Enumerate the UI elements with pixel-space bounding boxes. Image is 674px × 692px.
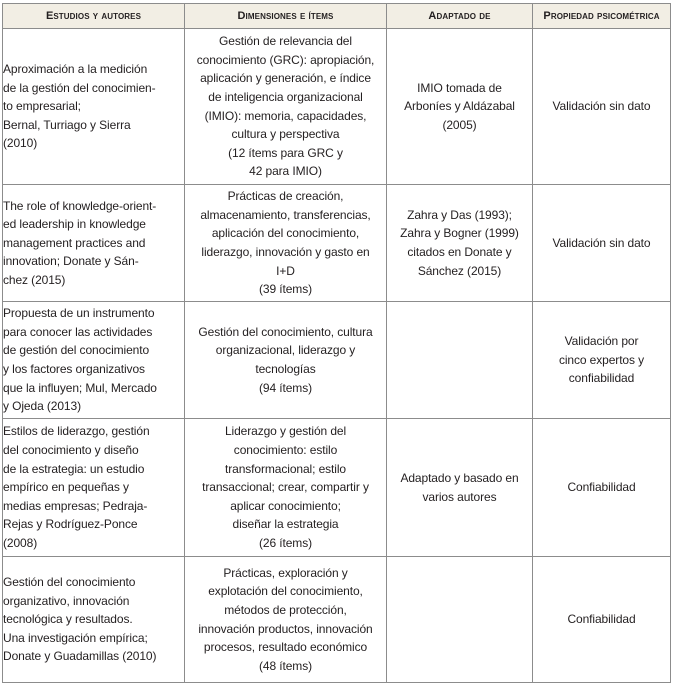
dimensions-line: transaccional; crear, compartir y	[202, 480, 369, 495]
study-line: del conocimiento y diseño	[3, 443, 139, 458]
property-line: confiabilidad	[568, 371, 635, 386]
dimensions-line: (26 ítems)	[258, 535, 312, 550]
dimensions-line: Gestión del conocimiento, cultura	[198, 324, 373, 339]
table-row	[3, 29, 671, 185]
study-line: to empresarial;	[3, 99, 81, 114]
study-cell	[3, 419, 185, 557]
adapted-line: (2005)	[442, 117, 477, 132]
adapted-cell	[387, 419, 533, 557]
dimensions-cell	[185, 29, 387, 185]
property-cell	[533, 29, 671, 185]
property-cell	[533, 557, 671, 683]
study-line: tecnológica y resultados.	[3, 612, 133, 627]
study-line: chez (2015)	[3, 272, 66, 287]
adapted-line: citados en Donate y	[407, 245, 512, 259]
dimensions-line: aplicación del conocimiento,	[211, 226, 360, 241]
dimensions-line: innovación productos, innovación	[198, 621, 373, 636]
study-cell	[3, 557, 185, 683]
dimensions-line: Prácticas, exploración y	[223, 565, 348, 580]
study-line: Rejas y Rodríguez-Ponce	[3, 517, 138, 532]
property-line: cinco expertos y	[558, 352, 645, 367]
table-header	[3, 4, 671, 29]
dimensions-line: almacenamiento, transferencias,	[200, 207, 371, 222]
study-cell	[3, 29, 185, 185]
dimensions-line: transformacional; estilo	[225, 461, 346, 476]
dimensions-line: aplicar conocimiento;	[230, 498, 341, 513]
table-row	[3, 419, 671, 557]
study-line: Bernal, Turriago y Sierra	[3, 117, 131, 132]
dimensions-line: cultura y perspectiva	[231, 127, 340, 142]
dimensions-line: (94 ítems)	[258, 380, 312, 395]
table-body	[3, 29, 671, 683]
header-studies-authors: Estudios y autores	[3, 4, 185, 29]
adapted-cell	[387, 29, 533, 185]
study-line: organizativo, innovación	[3, 593, 130, 608]
table-row	[3, 302, 671, 419]
adapted-cell	[387, 557, 533, 683]
adapted-cell	[387, 302, 533, 419]
study-line: empírico en pequeñas y	[3, 480, 129, 495]
dimensions-cell	[185, 185, 387, 302]
dimensions-line: organizacional, liderazgo y	[215, 343, 356, 358]
dimensions-line: explotación del conocimiento,	[208, 584, 363, 599]
dimensions-line: conocimiento: estilo	[233, 443, 338, 458]
study-line: (2008)	[3, 535, 38, 550]
property-line: Validación por	[564, 334, 639, 349]
adapted-line: varios autores	[422, 489, 497, 504]
dimensions-line: 42 para IMIO)	[249, 164, 322, 179]
adapted-line: Zahra y Bogner (1999)	[400, 226, 519, 241]
header-dimensions-items: Dimensiones e ítems	[185, 4, 387, 29]
property-cell	[533, 302, 671, 419]
table-row	[3, 557, 671, 683]
header-adapted-from: Adaptado de	[387, 4, 533, 29]
property-line: Validación sin dato	[552, 99, 651, 114]
dimensions-cell	[185, 302, 387, 419]
study-line: de la estrategia: un estudio	[3, 461, 145, 476]
property-cell	[533, 419, 671, 557]
study-line: Propuesta de un instrumento	[3, 306, 155, 321]
dimensions-cell	[185, 419, 387, 557]
property-line: Confiabilidad	[567, 480, 636, 495]
dimensions-line: aplicación y generación, e índice	[200, 71, 371, 86]
dimensions-cell	[185, 557, 387, 683]
study-line: de la gestión del conocimien-	[3, 80, 156, 95]
studies-table	[2, 3, 671, 683]
study-line: Estilos de liderazgo, gestión	[3, 424, 150, 439]
study-line: innovation; Donate y Sán-	[3, 254, 139, 269]
dimensions-line: procesos, resultado económico	[203, 640, 368, 655]
adapted-line: Sánchez (2015)	[417, 263, 502, 278]
adapted-line: IMIO tomada de	[417, 80, 502, 95]
study-line: ed leadership in knowledge	[3, 217, 146, 232]
study-line: y Ojeda (2013)	[3, 399, 81, 414]
adapted-line: Adaptado y basado en	[400, 470, 519, 485]
dimensions-line: (48 ítems)	[258, 658, 312, 673]
dimensions-line: Gestión de relevancia del	[219, 34, 352, 49]
dimensions-line: métodos de protección,	[224, 602, 347, 617]
dimensions-line: de inteligencia organizacional	[208, 89, 363, 104]
dimensions-line: (12 ítems para GRC y	[228, 145, 343, 160]
study-line: The role of knowledge-orient-	[3, 198, 157, 213]
header-psychometric-property: Propiedad psicométrica	[533, 4, 671, 29]
study-line: (2010)	[3, 136, 38, 151]
dimensions-line: Prácticas de creación,	[227, 189, 344, 204]
dimensions-line: (39 ítems)	[258, 282, 312, 297]
study-line: y los factores organizativos	[3, 362, 145, 376]
study-line: que la influyen; Mul, Mercado	[3, 380, 157, 395]
dimensions-line: liderazgo, innovación y gasto en	[201, 245, 370, 259]
study-line: medias empresas; Pedraja-	[3, 498, 148, 513]
adapted-cell	[387, 185, 533, 302]
study-line: Aproximación a la medición	[3, 62, 148, 77]
study-line: Gestión del conocimiento	[3, 575, 136, 590]
study-cell	[3, 185, 185, 302]
property-cell	[533, 185, 671, 302]
dimensions-line: conocimiento (GRC): apropiación,	[196, 52, 375, 67]
property-line: Validación sin dato	[552, 235, 651, 250]
study-line: para conocer las actividades	[3, 324, 153, 339]
header-row	[3, 4, 671, 29]
adapted-line: Arboníes y Aldázabal	[404, 99, 515, 114]
dimensions-line: Liderazgo y gestión del	[224, 424, 347, 439]
study-line: de gestión del conocimiento	[3, 343, 150, 358]
dimensions-line: I+D	[276, 263, 295, 278]
property-line: Confiabilidad	[567, 612, 636, 627]
study-line: Una investigación empírica;	[3, 630, 148, 645]
study-cell	[3, 302, 185, 419]
dimensions-line: (IMIO): memoria, capacidades,	[204, 108, 367, 123]
study-line: Donate y Guadamillas (2010)	[3, 649, 157, 664]
table-row	[3, 185, 671, 302]
dimensions-line: diseñar la estrategia	[232, 517, 339, 532]
dimensions-line: tecnologías	[255, 362, 316, 376]
adapted-line: Zahra y Das (1993);	[407, 207, 512, 222]
study-line: management practices and	[3, 235, 146, 250]
